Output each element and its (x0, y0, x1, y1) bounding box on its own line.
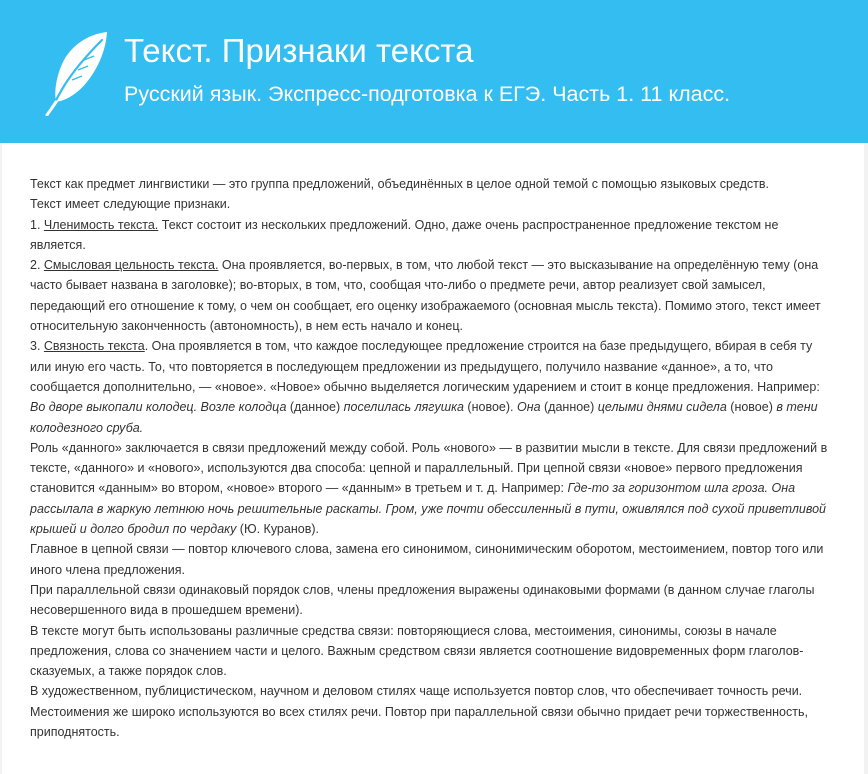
page-subtitle: Русский язык. Экспресс-подготовка к ЕГЭ. Часть 1. 11 класс. (124, 82, 731, 106)
term-chlenimost: Членимость текста. (43, 217, 159, 232)
role-paragraph: Роль «данного» заключается в связи предложений между собой. Роль «нового» — в развитии мысли в тексте. Для связи предложений в тексте, «данного» и «нового», используются два способа: цепной и параллельный. При цепной связи «новое» первого предложения становится «данным» во втором, «новое» второго — «данным» в третьем и т. д. Например: Где-то за горизонтом шла гроза. Она рассылала в жаркую летнюю ночь решительные раскаты. Гром, уже почти обессиленный в пути, оживлялся под сухой приветливой крышей и долго бродил по чердаку (Ю. Куранов). (30, 440, 828, 537)
list-item-3: 3. Связность текста. Она проявляется в том, что каждое последующее предложение строится на базе предыдущего, вбирая в себя ту или иную его часть. То, что повторяется в последующем предложении из предыдущего, получило название «данное», а то, что сообщается дополнительно, — «новое». «Новое» обычно выделяется логическим ударением и стоит в конце предложения. Например: Во дворе выкопали колодец. Возле колодца (данное) поселилась лягушка (новое). Она (данное) целыми днями сидела (новое) в тени колодезного сруба. (30, 339, 820, 435)
example-chain: Где-то за горизонтом шла гроза. Она рассылала в жаркую летнюю ночь решительные раскаты. Гром, уже почти обессиленный в пути, оживлялся под сухой приветливой крышей и долго бродил по чердаку (30, 481, 826, 537)
article-body (30, 174, 830, 742)
term-tselnost: Смысловая цельность текста. (43, 258, 219, 273)
intro-paragraph: Текст как предмет лингвистики — это группа предложений, объединённых в целое одной темой с помощью языковых средств. (30, 177, 769, 191)
list-item-2: 2. Смысловая цельность текста. Она проявляется, во-первых, в том, что любой текст — это высказывание на определённую тему (она часто бывает названа в заголовке); во-вторых, в том, что, сообщая что-либо о предмете речи, автор реализует свой замысел, передающий его отношение к тому, о чем он сообщает, его оценку изображаемого (основная мысль текста). Помимо этого, текст имеет относительную законченность (автономность), в нем есть начало и конец. (30, 258, 821, 334)
means-paragraph: В тексте могут быть использованы различные средства связи: повторяющиеся слова, местоимения, синонимы, союзы в начале предложения, слова со значением части и целого. Важным средством связи является соотношение видовременных форм глаголов-сказуемых, а также порядок слов. (30, 623, 804, 679)
chain-paragraph: Главное в цепной связи — повтор ключевого слова, замена его синонимом, синонимическим оборотом, местоимением, повтор того или иного члена предложения. (30, 542, 824, 577)
intro-paragraph-2: Текст имеет следующие признаки. (30, 197, 231, 212)
page-title: Текст. Признаки текста (124, 32, 474, 69)
parallel-paragraph: При параллельной связи одинаковый порядок слов, члены предложения выражены одинаковыми формами (в данном случае глаголы несовершенного вида в прошедшем времени). (30, 582, 815, 618)
term-svyaznost: Связность текста (43, 339, 145, 354)
styles-paragraph: В художественном, публицистическом, научном и деловом стилях чаще используется повтор слов, что обеспечивает точность речи. Местоимения же широко используются во всех стилях речи. Повтор при параллельной связи обычно придает речи торжественность, приподнятость. (30, 684, 808, 740)
header-banner (0, 0, 868, 143)
list-item-1: 1. Членимость текста. Текст состоит из нескольких предложений. Одно, даже очень распространенное предложение текстом не является. (30, 217, 779, 252)
feather-icon (44, 30, 110, 116)
